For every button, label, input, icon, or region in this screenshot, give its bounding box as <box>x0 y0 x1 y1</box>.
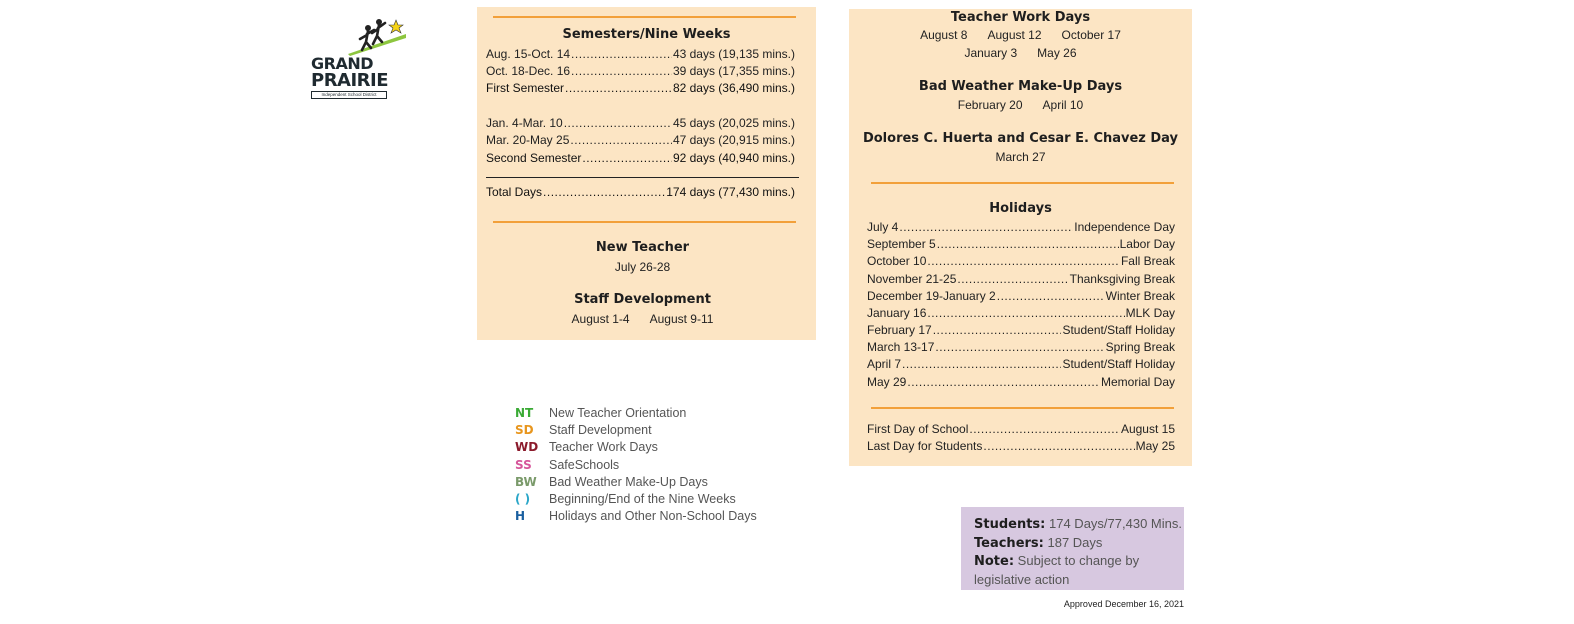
holiday-row <box>867 323 1175 337</box>
divider <box>871 182 1174 184</box>
legend-label: Staff Development <box>549 422 652 437</box>
legend-label: Bad Weather Make-Up Days <box>549 474 708 489</box>
holiday-row <box>867 289 1175 303</box>
teacher-work-days-row2 <box>849 46 1192 60</box>
holiday-name: Winter Break <box>1105 289 1175 303</box>
note-value: Subject to change by legislative action <box>974 553 1140 587</box>
teachers-label: Teachers: <box>974 535 1044 551</box>
teachers-line <box>974 534 1184 553</box>
legend-code: ( ) <box>515 492 531 507</box>
logo-tagline: Independent School District <box>311 91 387 99</box>
staff-date: August 1-4 <box>571 312 630 326</box>
new-teacher-title: New Teacher <box>595 240 690 255</box>
holiday-date: December 19-January 2 <box>867 289 996 303</box>
semester-row <box>486 64 795 78</box>
period-label: Jan. 4-Mar. 10 <box>486 116 563 130</box>
semester-row <box>486 81 795 95</box>
bad-weather-date: February 20 <box>957 98 1023 112</box>
work-day: August 12 <box>987 28 1042 42</box>
approved-date: Approved December 16, 2021 <box>1063 599 1184 609</box>
holiday-name: Memorial Day <box>1100 375 1175 389</box>
legend-item <box>515 490 757 507</box>
period-label: Second Semester <box>486 151 582 165</box>
school-day-row <box>867 422 1175 436</box>
legend-label: Beginning/End of the Nine Weeks <box>549 492 736 507</box>
climbing-figures-icon <box>348 14 408 58</box>
bad-weather-date: April 10 <box>1042 98 1084 112</box>
holiday-row <box>867 357 1175 371</box>
legend-code: SD <box>515 422 534 437</box>
huerta-chavez-date: March 27 <box>995 150 1046 164</box>
legend-item <box>515 404 757 421</box>
divider <box>493 221 796 223</box>
period-value: 82 days (36,490 mins.) <box>672 81 795 95</box>
legend-label: Teacher Work Days <box>549 440 658 455</box>
staff-development-title: Staff Development <box>574 292 711 307</box>
holiday-row <box>867 237 1175 251</box>
legend-code: NT <box>515 405 534 420</box>
period-label: Mar. 20-May 25 <box>486 133 570 147</box>
holiday-name: Labor Day <box>1119 237 1175 251</box>
period-value: 43 days (19,135 mins.) <box>672 47 795 61</box>
teachers-value: 187 Days <box>1047 534 1103 550</box>
semester-row <box>486 47 795 61</box>
holiday-date: September 5 <box>867 237 936 251</box>
days-panel <box>849 9 1192 466</box>
legend <box>515 404 757 525</box>
legend-item <box>515 473 757 490</box>
holiday-name: Student/Staff Holiday <box>1062 357 1175 371</box>
holiday-name: Spring Break <box>1105 340 1175 354</box>
holiday-row <box>867 254 1175 268</box>
period-value: 47 days (20,915 mins.) <box>672 133 795 147</box>
divider <box>871 407 1174 409</box>
note-label: Note: <box>974 554 1015 569</box>
new-teacher-dates: July 26-28 <box>614 260 671 274</box>
total-label: Total Days <box>486 185 543 199</box>
legend-item <box>515 456 757 473</box>
legend-label: New Teacher Orientation <box>549 405 687 420</box>
students-line <box>974 515 1184 534</box>
legend-code: SS <box>515 457 532 472</box>
legend-code: WD <box>515 440 539 455</box>
holiday-name: Independence Day <box>1074 220 1175 234</box>
legend-label: Holidays and Other Non-School Days <box>549 509 757 524</box>
legend-item <box>515 439 757 456</box>
holiday-date: May 29 <box>867 375 907 389</box>
period-label: First Semester <box>486 81 565 95</box>
holiday-date: July 4 <box>867 220 899 234</box>
work-day: August 8 <box>920 28 968 42</box>
school-day-label: First Day of School <box>867 422 969 436</box>
staff-date: August 9-11 <box>649 312 714 326</box>
holiday-row <box>867 272 1175 286</box>
holiday-name: Student/Staff Holiday <box>1062 323 1175 337</box>
semester-row <box>486 133 795 147</box>
school-day-row <box>867 439 1175 453</box>
work-day: October 17 <box>1061 28 1121 42</box>
holiday-date: February 17 <box>867 323 932 337</box>
period-value: 39 days (17,355 mins.) <box>672 64 795 78</box>
holiday-row <box>867 375 1175 389</box>
holiday-date: April 7 <box>867 357 902 371</box>
period-value: 92 days (40,940 mins.) <box>672 151 795 165</box>
summary-box <box>961 507 1184 590</box>
students-value: 174 Days/77,430 Mins. <box>1049 516 1182 531</box>
school-day-date: May 25 <box>1135 439 1175 453</box>
legend-code: H <box>515 509 526 524</box>
holiday-date: March 13-17 <box>867 340 935 354</box>
staff-development-dates <box>477 312 808 326</box>
semesters-panel <box>477 7 816 340</box>
teacher-work-days-row1 <box>849 28 1192 42</box>
holiday-name: Fall Break <box>1120 254 1175 268</box>
holiday-date: October 10 <box>867 254 927 268</box>
period-label: Oct. 18-Dec. 16 <box>486 64 571 78</box>
holiday-name: MLK Day <box>1125 306 1175 320</box>
semester-row <box>486 151 795 165</box>
semesters-title: Semesters/Nine Weeks <box>562 27 731 42</box>
school-day-date: August 15 <box>1120 422 1175 436</box>
logo-word-grand: GRAND <box>311 54 374 73</box>
work-day: May 26 <box>1037 46 1077 60</box>
holiday-date: January 16 <box>867 306 927 320</box>
huerta-chavez-title: Dolores C. Huerta and Cesar E. Chavez Day <box>862 131 1179 146</box>
district-logo <box>308 14 408 104</box>
period-label: Aug. 15-Oct. 14 <box>486 47 571 61</box>
legend-item <box>515 421 757 438</box>
period-value: 45 days (20,025 mins.) <box>672 116 795 130</box>
legend-code: BW <box>515 474 537 489</box>
total-row <box>486 185 795 199</box>
total-value: 174 days (77,430 mins.) <box>666 185 795 199</box>
holiday-row <box>867 306 1175 320</box>
work-day: January 3 <box>964 46 1018 60</box>
bad-weather-dates <box>849 98 1192 112</box>
divider <box>493 16 796 18</box>
school-day-label: Last Day for Students <box>867 439 983 453</box>
holiday-date: November 21-25 <box>867 272 957 286</box>
holiday-name: Thanksgiving Break <box>1069 272 1175 286</box>
holiday-row <box>867 340 1175 354</box>
note-line <box>974 552 1164 588</box>
logo-word-prairie: PRAIRIE <box>311 70 389 91</box>
bad-weather-title: Bad Weather Make-Up Days <box>918 79 1123 94</box>
holiday-row <box>867 220 1175 234</box>
holidays-title: Holidays <box>989 201 1052 216</box>
teacher-work-days-title: Teacher Work Days <box>950 10 1091 25</box>
semester-row <box>486 116 795 130</box>
legend-label: SafeSchools <box>549 457 620 472</box>
students-label: Students: <box>974 517 1046 532</box>
divider <box>486 177 799 178</box>
legend-item <box>515 508 757 525</box>
